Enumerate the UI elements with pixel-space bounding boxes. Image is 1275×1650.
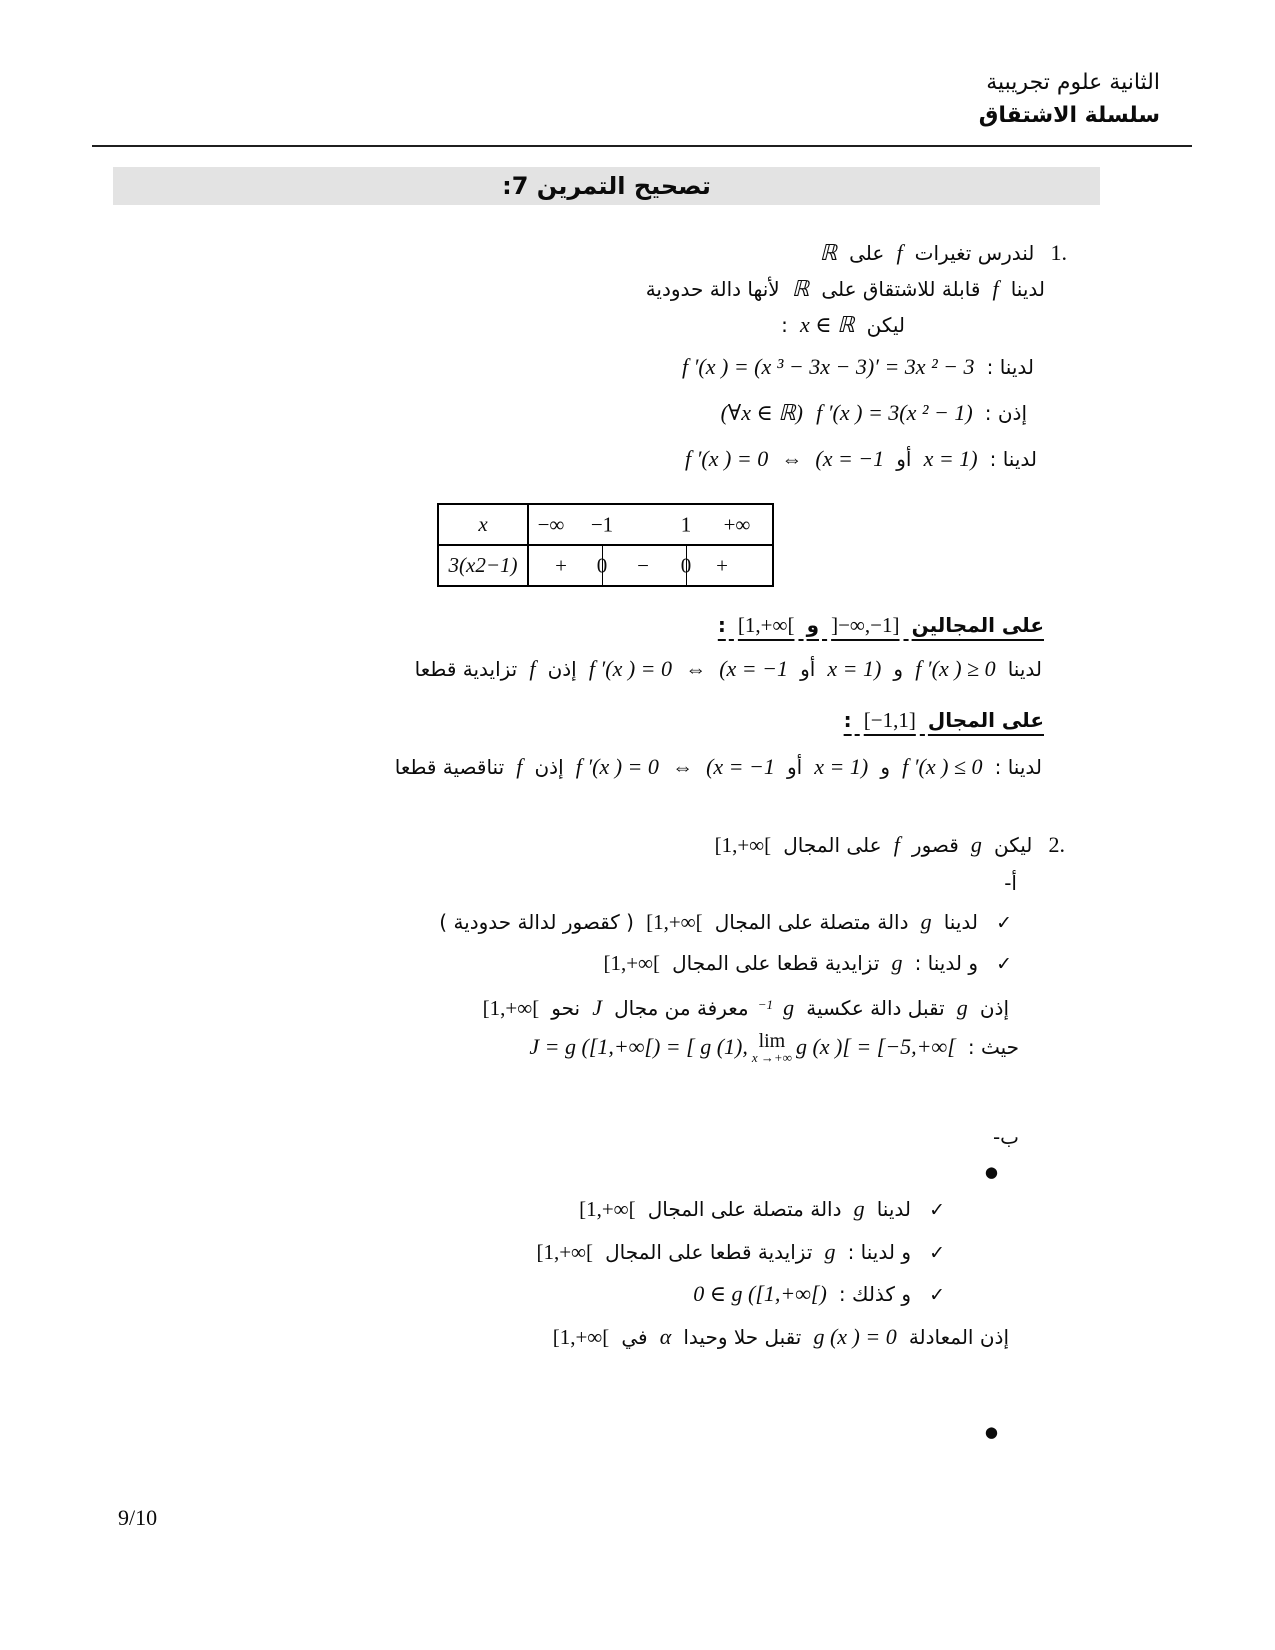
x-values-cell [529, 505, 772, 544]
interval-1-plus-inf: [1,+∞[ [482, 996, 540, 1021]
bullet-icon: ● [984, 1423, 998, 1441]
arabic-text: و لدينا : [847, 1240, 911, 1264]
math-f: f [516, 754, 523, 779]
arabic-text: ليكن [866, 313, 905, 337]
line-derivative-zeros [681, 442, 1040, 478]
arabic-text: قابلة للاشتقاق على [821, 277, 981, 301]
arabic-text: معرفة من مجال [614, 996, 749, 1021]
interval-1-plus-inf: [1,+∞[ [579, 1197, 636, 1221]
math-g-x-zero: g (x ) = 0 [813, 1324, 897, 1349]
arabic-text: لدينا [1010, 277, 1045, 301]
line-derivative-computation [678, 350, 1037, 386]
math-g: g [824, 1239, 836, 1264]
sign-plus: + [716, 553, 728, 577]
checkmark-icon: ✓ [929, 1284, 945, 1306]
table-row-sign [439, 546, 772, 585]
sub-item-b-label [990, 1120, 1022, 1156]
math-fprime-zero: f ′(x ) = 0 [685, 446, 769, 471]
x-header-cell: x [439, 505, 529, 544]
course-title: الثانية علوم تجريبية [986, 70, 1160, 95]
iff-symbol: ⇔ [672, 755, 693, 779]
arabic-text: لندرس تغيرات [914, 241, 1035, 265]
arabic-text: تزايدية قطعا على المجال [605, 1240, 813, 1264]
interval-minus1-1: [−1,1] [863, 708, 916, 732]
x-value-minus-inf: −∞ [537, 512, 565, 536]
iff-symbol: ⇔ [685, 657, 707, 681]
math-x-eq-1: x = 1) [827, 656, 882, 681]
checkmark-icon: ✓ [929, 1242, 945, 1264]
page-header [979, 66, 1160, 132]
arabic-in: في [621, 1325, 648, 1349]
line-let-x [778, 308, 908, 344]
math-g: g [970, 832, 982, 857]
expression-cell: 3(x2−1) [439, 546, 529, 585]
math-x-eq-1: x = 1) [814, 754, 869, 779]
arabic-and: و [806, 613, 819, 637]
line-g-restriction [711, 828, 1065, 864]
heading-on-intervals [715, 608, 1047, 644]
sign-variation-table [437, 503, 774, 587]
math-J-rhs: g (x )[ = [−5,+∞[ [795, 1034, 956, 1059]
arabic-text: لدينا : [994, 755, 1042, 779]
math-g: g [853, 1196, 865, 1221]
math-reals: ℝ [791, 276, 810, 301]
colon: : [843, 708, 852, 732]
series-title: سلسلة الاشتقاق [978, 103, 1160, 128]
checkmark-icon: ✓ [929, 1199, 945, 1221]
check-g-increasing-b [532, 1235, 945, 1271]
arabic-text: ليكن [994, 833, 1033, 857]
sign-values-cell [529, 546, 772, 585]
arabic-text: دالة متصلة على المجال [714, 910, 909, 934]
math-x-eq-minus1: (x = −1 [719, 656, 788, 681]
sign-zero: 0 [680, 553, 692, 577]
interval-1-plus-inf: [1,+∞[ [536, 1240, 594, 1264]
arabic-strictly-increasing: تزايدية قطعا [414, 657, 518, 681]
math-f: f [992, 276, 999, 301]
arabic-text: دالة متصلة على المجال [647, 1197, 842, 1221]
math-J-lhs: J = g ([1,+∞[) = [ g (1), [529, 1034, 748, 1059]
math-g: g [956, 995, 968, 1021]
arabic-text: و كذلك : [838, 1282, 911, 1306]
math-x-eq-minus1: (x = −1 [815, 446, 885, 471]
line-derivative-factored [717, 396, 1030, 432]
arabic-text: إذن : [984, 401, 1027, 425]
arabic-text: نحو [551, 996, 581, 1021]
arabic-strictly-decreasing: تناقصية قطعا [394, 755, 505, 779]
list-number-2: 2. [1048, 832, 1065, 857]
interval-1-plus-inf: [1,+∞[ [737, 613, 795, 637]
line-study-variations [816, 236, 1067, 272]
math-zero-in-image: 0 ∈ g ([1,+∞[) [693, 1281, 827, 1306]
arabic-text: على المجال [783, 833, 882, 857]
line-f-differentiable [643, 272, 1048, 308]
checkmark-icon: ✓ [996, 912, 1012, 934]
arabic-or: أو [896, 447, 912, 471]
math-g: g [783, 995, 795, 1021]
math-fprime-ge-0: f ′(x ) ≥ 0 [915, 656, 996, 681]
check-zero-in-image [689, 1277, 945, 1313]
sub-item-a-label [1001, 866, 1020, 902]
interval-1-plus-inf: [1,+∞[ [646, 910, 703, 934]
math-f: f [893, 832, 900, 857]
check-g-increasing-a [599, 946, 1012, 982]
math-f: f [529, 656, 536, 681]
sign-zero: 0 [596, 553, 608, 577]
arabic-or: أو [786, 755, 803, 779]
arabic-letter-b: ب- [992, 1125, 1019, 1149]
sign-plus: + [555, 553, 567, 577]
check-g-continuous-b [575, 1192, 945, 1228]
list-number-1: 1. [1050, 240, 1067, 265]
arabic-text: لدينا [1007, 657, 1042, 681]
arabic-text: لدينا : [989, 447, 1037, 471]
limit-operator: lim [758, 1029, 786, 1052]
sign-minus: − [637, 553, 649, 577]
table-row-x [439, 505, 772, 546]
exercise-correction-banner: تصحيح التمرين 7: [113, 167, 1100, 205]
arabic-text: على المجال [927, 708, 1044, 732]
arabic-or: أو [800, 657, 816, 681]
math-x-eq-minus1: (x = −1 [706, 754, 775, 779]
bullet-point-1 [985, 1155, 998, 1189]
limit-subscript: x →+∞ [751, 1049, 792, 1065]
arabic-text: قصور [911, 833, 959, 857]
math-fprime-zero: f ′(x ) = 0 [575, 754, 659, 779]
arabic-and: و [880, 755, 890, 779]
x-value-minus-one: −1 [590, 512, 614, 536]
arabic-text: لدينا : [986, 355, 1034, 379]
math-reals: ℝ [819, 240, 838, 265]
bullet-point-2 [985, 1415, 998, 1449]
page-number: 9/10 [118, 1505, 158, 1530]
arabic-text: على المجالين [911, 613, 1044, 637]
arabic-text: تزايدية قطعا على المجال [672, 951, 880, 975]
checkmark-icon: ✓ [996, 953, 1012, 975]
arabic-text: و لدينا : [914, 951, 978, 975]
header-divider [92, 145, 1192, 147]
interval-minus-inf-minus1: ]−∞,−1] [831, 613, 900, 637]
arabic-therefore: إذن [979, 996, 1009, 1021]
math-factored-formula: f ′(x ) = 3(x ² − 1) [816, 400, 973, 425]
line-image-interval [525, 1030, 1022, 1066]
arabic-therefore: إذن [534, 755, 564, 779]
heading-on-interval [841, 703, 1047, 739]
interval-1-plus-inf: [1,+∞[ [714, 833, 772, 857]
math-fprime-zero: f ′(x ) = 0 [588, 656, 672, 681]
math-alpha: α [659, 1324, 672, 1349]
math-inverse-exponent: −1 [757, 997, 774, 1012]
x-value-one: 1 [680, 512, 692, 536]
arabic-text: إذن المعادلة [908, 1325, 1009, 1349]
math-derivative-formula: f ′(x ) = (x ³ − 3x − 3)′ = 3x ² − 3 [681, 354, 975, 379]
arabic-text: لأنها دالة حدودية [645, 277, 780, 301]
math-x-in-R: x ∈ ℝ [800, 312, 855, 337]
interval-1-plus-inf: [1,+∞[ [552, 1325, 610, 1349]
arabic-therefore: إذن [547, 657, 577, 681]
iff-symbol: ⇔ [781, 447, 803, 471]
limit-stack [752, 1031, 792, 1064]
arabic-text: تقبل حلا وحيدا [683, 1325, 802, 1349]
line-unique-solution [549, 1320, 1012, 1356]
math-fprime-le-0: f ′(x ) ≤ 0 [902, 754, 983, 779]
arabic-text: على [849, 241, 885, 265]
arabic-letter-a: أ- [1004, 871, 1017, 895]
line-decreasing-conclusion [392, 750, 1045, 786]
math-x-eq-1: x = 1) [923, 446, 978, 471]
arabic-text: لدينا [876, 1197, 911, 1221]
colon: : [717, 613, 726, 637]
arabic-text: تقبل دالة عكسية [806, 996, 945, 1021]
check-g-continuous-a [436, 905, 1012, 941]
math-g: g [920, 909, 932, 934]
bullet-icon: ● [984, 1163, 998, 1181]
x-value-plus-inf: +∞ [723, 512, 751, 536]
math-forall-x: (∀x ∈ ℝ) [720, 400, 804, 425]
arabic-parenthetical: ( كقصور لدالة حدودية ) [439, 910, 634, 934]
arabic-where: حيث : [967, 1035, 1019, 1059]
math-J: J [592, 995, 602, 1021]
math-g: g [891, 950, 903, 975]
math-J-equation [529, 1030, 955, 1064]
arabic-text: لدينا [943, 910, 978, 934]
line-inverse-function [479, 988, 1012, 1027]
arabic-and: و [893, 657, 904, 681]
interval-1-plus-inf: [1,+∞[ [603, 951, 661, 975]
line-increasing-conclusion [412, 652, 1045, 688]
colon: : [781, 313, 788, 337]
math-f: f [896, 240, 903, 265]
